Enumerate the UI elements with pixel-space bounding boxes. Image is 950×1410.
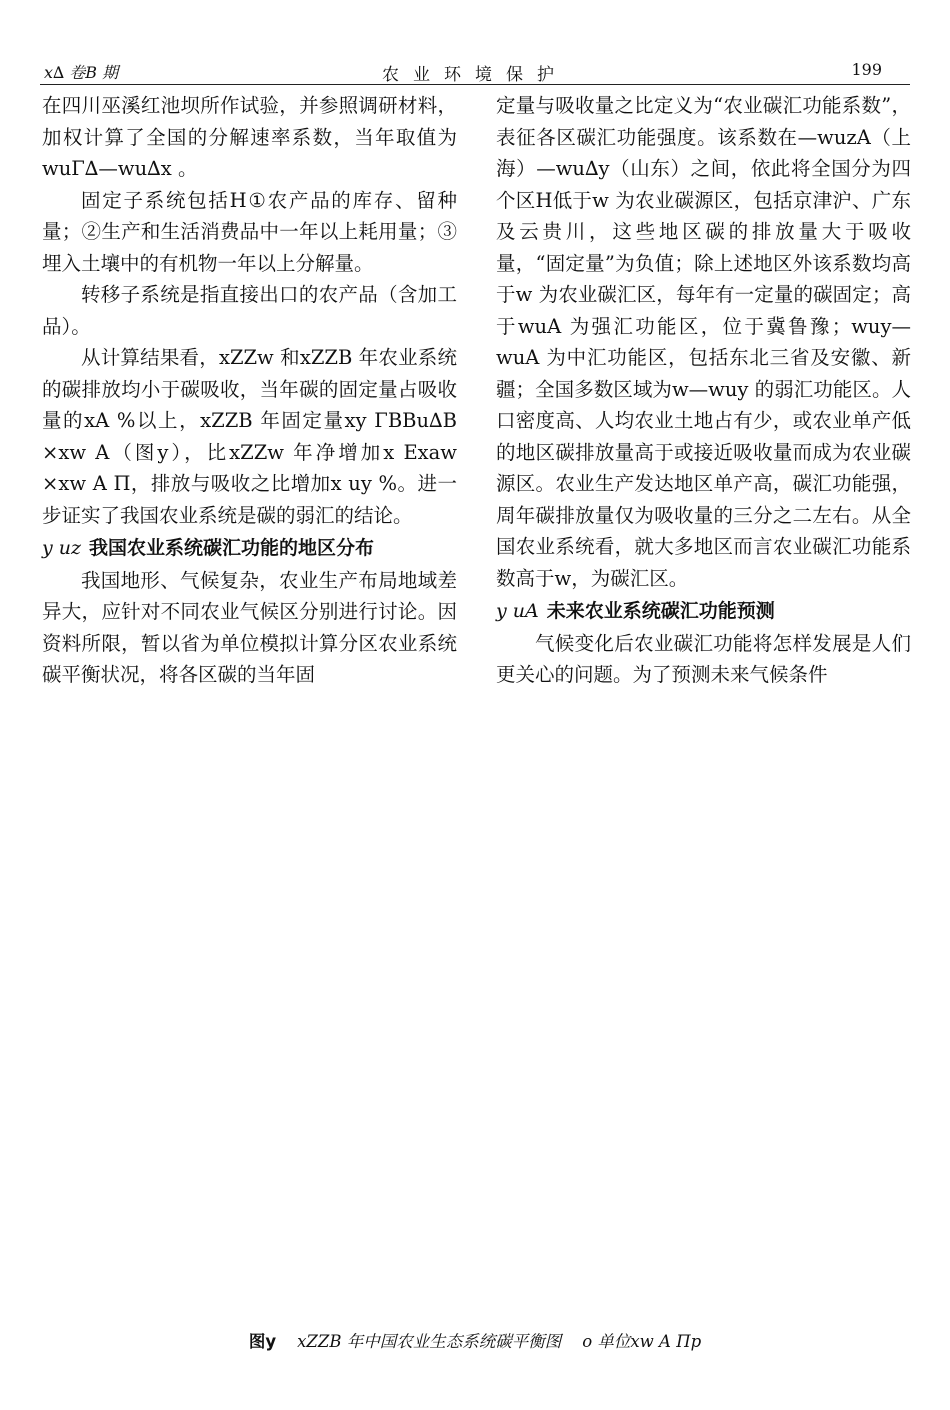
paragraph: 从计算结果看，xZZw 和xZZB 年农业系统的碳排放均小于碳吸收，当年碳的固定量占吸收量的xA %以上，xZZB 年固定量xy ΓBBu∆B ×xw A（图y），比xZZw 年净增加x Exaw ×xw A Π，排放与吸收之比增加x uy %。进一步证实了我国农业系统是碳的弱汇的结论。 [42,346,457,527]
section-heading [42,533,457,565]
paragraph: 气候变化后农业碳汇功能将怎样发展是人们更关心的问题。为了预测未来气候条件 [496,631,911,686]
paragraph: 在四川巫溪红池坝所作试验，并参照调研材料，加权计算了全国的分解速率系数，当年取值为wuΓ∆—wu∆x 。 [42,94,457,180]
volume-issue: x∆ 卷B 期 [44,63,119,82]
right-column [496,90,911,691]
paragraph: 我国地形、气候复杂，农业生产布局地域差异大，应针对不同农业气候区分别进行讨论。因资料所限，暂以省为单位模拟计算分区农业系统碳平衡状况，将各区碳的当年固 [42,568,457,686]
figure-caption-unit: o 单位xw A Πp [582,1332,702,1351]
paragraph: 转移子系统是指直接出口的农产品（含加工品）。 [42,283,457,338]
paragraph: 定量与吸收量之比定义为“农业碳汇功能系数”，表征各区碳汇功能强度。该系数在—wuzA（上海）—wu∆y（山东）之间，依此将全国分为四个区H低于w 为农业碳源区，包括京津沪、广东及云贵川，这些地区碳的排放量大于吸收量，“固定量”为负值；除上述地区外该系数均高于w 为农业碳汇区，每年有一定量的碳固定；高于wuA 为强汇功能区，位于冀鲁豫；wuy—wuA 为中汇功能区，包括东北三省及安徽、新疆；全国多数区域为w—wuy 的弱汇功能区。人口密度高、人均农业土地占有少，或农业单产低的地区碳排放量高于或接近吸收量而成为农业碳源区。农业生产发达地区单产高，碳汇功能强，周年碳排放量仅为吸收量的三分之二左右。从全国农业系统看，就大多地区而言农业碳汇功能系数高于w，为碳汇区。 [496,94,911,590]
section-title: 我国农业系统碳汇功能的地区分布 [89,537,375,559]
figure-caption [0,1328,950,1352]
figure-label: 图y [248,1332,277,1351]
section-title: 未来农业系统碳汇功能预测 [546,600,775,622]
paragraph: 固定子系统包括H①农产品的库存、留种量；②生产和生活消费品中一年以上耗用量；③埋入土壤中的有机物一年以上分解量。 [42,188,457,275]
page-header [40,58,910,85]
journal-title: 农业环境保护 [382,65,568,85]
left-column [42,90,457,691]
figure-caption-main: xZZB 年中国农业生态系统碳平衡图 [297,1332,562,1351]
section-number: y uz [42,537,82,559]
section-heading [496,596,911,628]
page-number: 199 [851,60,882,79]
figure-blank-area [40,740,910,1320]
section-number: y uA [496,600,539,622]
